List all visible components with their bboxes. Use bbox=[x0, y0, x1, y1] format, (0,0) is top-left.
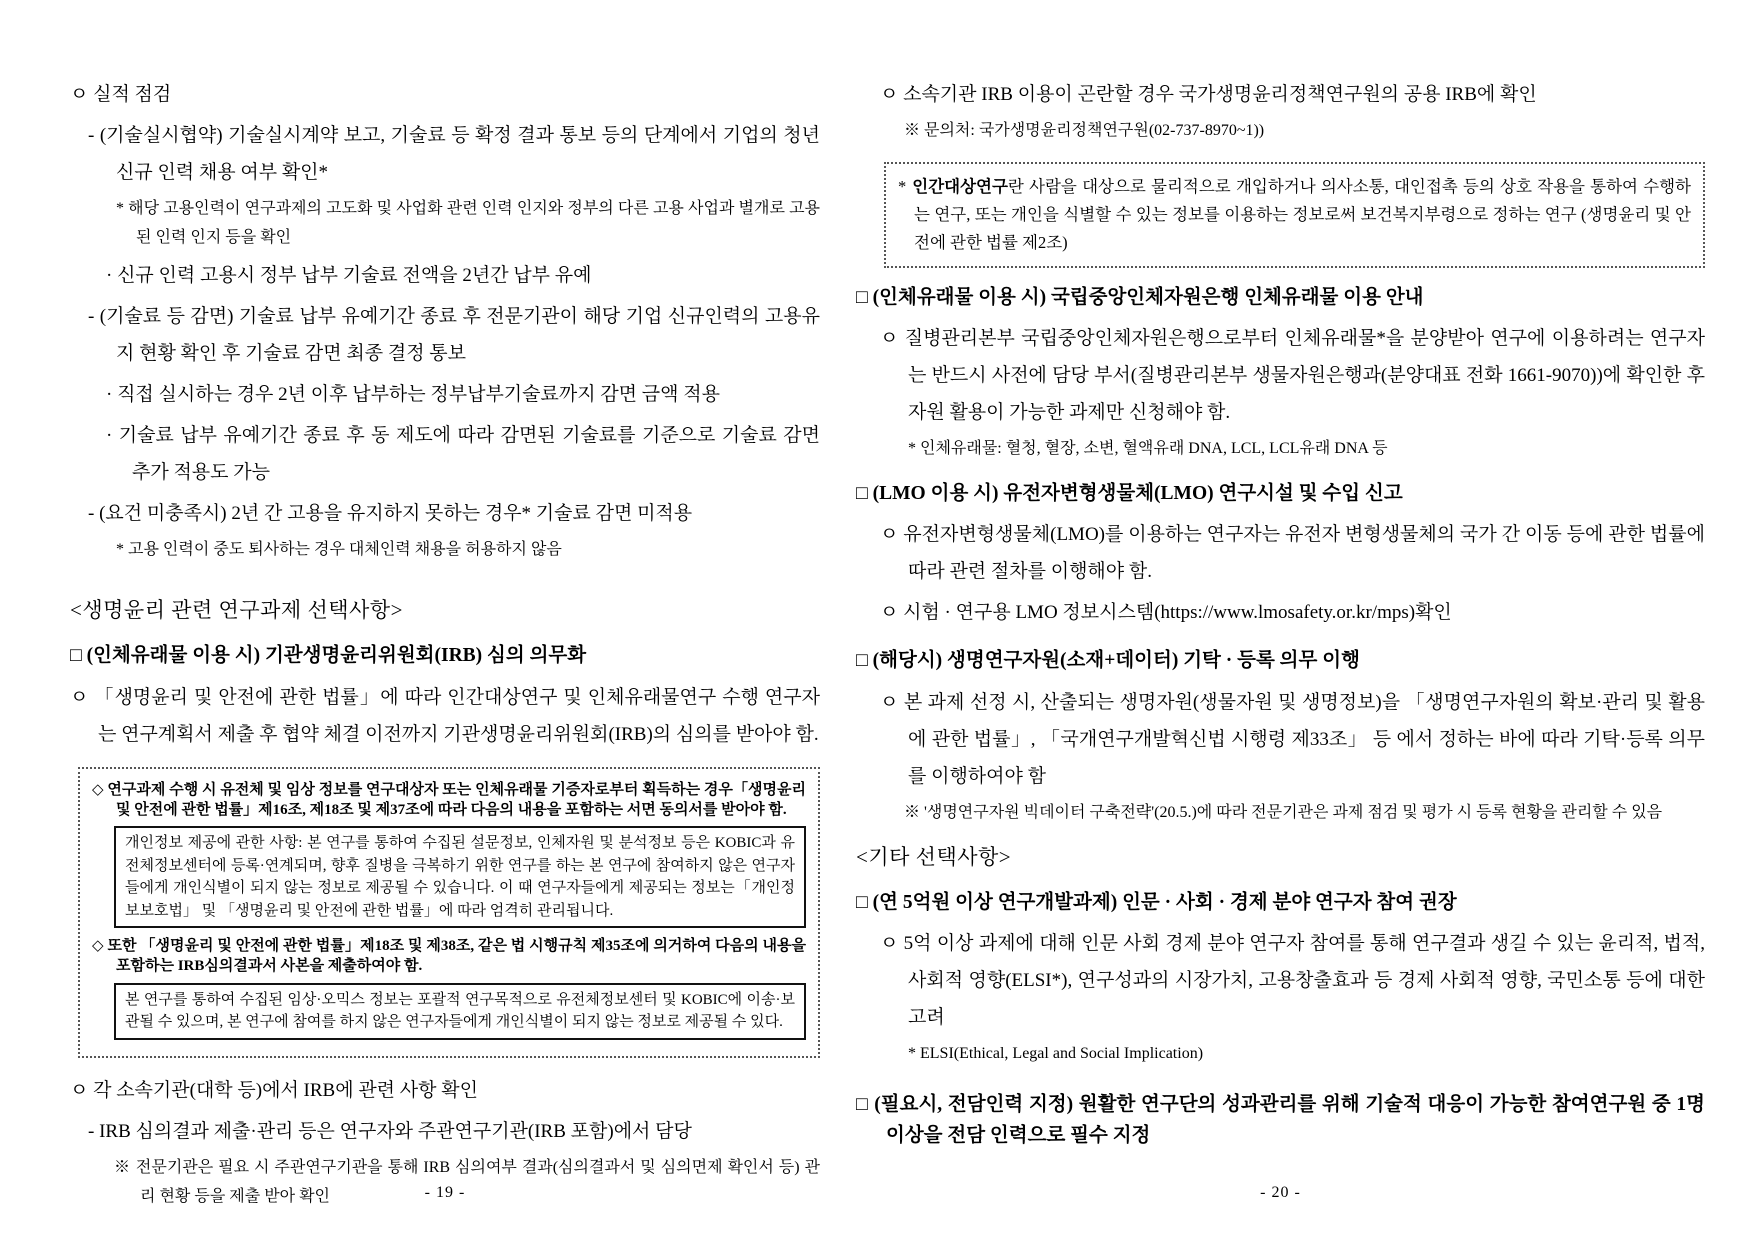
human-subject-research-definition: 란 사람을 대상으로 물리적으로 개입하거나 의사소통, 대인접촉 등의 상호 작용을 통하여 수행하는 연구, 또는 개인을 식별할 수 있는 정보를 이용하는 정보로써 보건복지부령으로 정하는 연구 (생명윤리 및 안전에 관한 법률 제2조) bbox=[914, 176, 1691, 252]
human-subject-research-note-box bbox=[884, 162, 1705, 268]
footnote-marker: * bbox=[898, 176, 907, 196]
page-number-19: - 19 - bbox=[424, 1184, 466, 1201]
irb-responsibility-footnote: ※ 전문기관은 필요 시 주관연구기관을 통해 IRB 심의여부 결과(심의결과서 및 심의면제 확인서 등) 관리 현황 등을 제출 받아 확인 bbox=[114, 1158, 820, 1205]
biobank-footnote: * 인체유래물: 혈청, 혈장, 소변, 혈액유래 DNA, LCL, LCL유래 DNA 등 bbox=[908, 440, 1388, 458]
etc-section-heading: <기타 선택사항> bbox=[856, 844, 1012, 869]
performance-check-title: ㅇ 실적 점검 bbox=[70, 84, 172, 105]
biobank-intro: ㅇ 질병관리본부 국립중앙인체자원은행으로부터 인체유래물*을 분양받아 연구에 이용하려는 연구자는 반드시 사전에 담당 부서(질병관리본부 생물자원은행과(분양대표 전화 1661-9070))에 확인한 후 자원 활용이 가능한 과제만 신청해야 함. bbox=[880, 328, 1705, 424]
fee-reduction-item: - (기술료 등 감면) 기술료 납부 유예기간 종료 후 전문기관이 해당 기업 신규인력의 고용유지 현황 확인 후 기술료 감면 최종 결정 통보 bbox=[88, 305, 820, 364]
page-20 bbox=[856, 72, 1705, 1216]
bio-resource-title: □ (해당시) 생명연구자원(소재+데이터) 기탁 · 등록 의무 이행 bbox=[856, 650, 1360, 672]
irb-consent-box bbox=[78, 767, 820, 1058]
irb-review-title: □ (인체유래물 이용 시) 기관생명윤리위원회(IRB) 심의 의무화 bbox=[70, 645, 587, 667]
humanities-intro: ㅇ 5억 이상 과제에 대해 인문 사회 경제 분야 연구자 참여를 통해 연구결과 생길 수 있는 윤리적, 법적, 사회적 영향(ELSI*), 연구성과의 시장가치, 고용창출효과 등 경제 사회적 영향, 국민소통 등에 대한 고려 bbox=[880, 933, 1705, 1029]
tech-contract-item: - (기술실시협약) 기술실시계약 보고, 기술료 등 확정 결과 통보 등의 단계에서 기업의 청년 신규 인력 채용 여부 확인* bbox=[88, 125, 820, 184]
consent-statement-box-2 bbox=[114, 983, 806, 1040]
bioethics-section-heading: <생명윤리 관련 연구과제 선택사항> bbox=[70, 597, 403, 622]
consent-statement-1: 개인정보 제공에 관한 사항: 본 연구를 통하여 수집된 설문정보, 인체자원 및 분석정보 등은 KOBIC과 유전체정보센터에 등록·연계되며, 향후 질병을 극복하기 위한 연구를 하는 본 연구에 참여하지 않은 연구자들에게 개인식별이 되지 않는 정보로 제공될 수 있습니다. 이 때 연구자들에게 제공되는 정보는「개인정보보호법」 및 「생명윤리 및 안전에 관한 법률」에 따라 엄격히 관리됩니다. bbox=[125, 835, 795, 919]
biobank-title: □ (인체유래물 이용 시) 국립중앙인체자원은행 인체유래물 이용 안내 bbox=[856, 286, 1424, 308]
page-number-20: - 20 - bbox=[1260, 1184, 1301, 1201]
contact-footnote: ※ 문의처: 국가생명윤리정책연구원(02-737-8970~1)) bbox=[904, 122, 1265, 140]
bio-resource-intro: ㅇ 본 과제 선정 시, 산출되는 생명자원(생물자원 및 생명정보)을 「생명연구자원의 확보·관리 및 활용에 관한 법률」, 「국개연구개발혁신법 시행령 제33조」 등 에서 정하는 바에 따라 기탁·등록 의무를 이행하여야 함 bbox=[880, 691, 1705, 787]
consent-clause-1: ◇ 연구과제 수행 시 유전체 및 임상 정보를 연구대상자 또는 인체유래물 기증자로부터 획득하는 경우「생명윤리 및 안전에 관한 법률」제16조, 제18조 및 제37조에 따라 다음의 내용을 포함하는 서면 동의서를 받아야 함. bbox=[92, 781, 806, 818]
consent-clause-2: ◇ 또한 「생명윤리 및 안전에 관한 법률」제18조 및 제38조, 같은 법 시행규칙 제35조에 의거하여 다음의 내용을 포함하는 IRB심의결과서 사본을 제출하여야 함. bbox=[92, 938, 806, 975]
page-19 bbox=[70, 72, 820, 1216]
tech-contract-footnote: * 해당 고용인력이 연구과제의 고도화 및 사업화 관련 인력 인지와 정부의 다른 고용 사업과 별개로 고용된 인력 인지 등을 확인 bbox=[116, 200, 820, 246]
direct-case-item: · 직접 실시하는 경우 2년 이후 납부하는 정부납부기술료까지 감면 금액 적용 bbox=[106, 383, 720, 405]
irb-responsibility-item: - IRB 심의결과 제출·관리 등은 연구자와 주관연구기관(IRB 포함)에서 담당 bbox=[88, 1120, 692, 1142]
bio-resource-footnote: ※ '생명연구자원 빅데이터 구축전략'(20.5.)에 따라 전문기관은 과제 점검 및 평가 시 등록 현황을 관리할 수 있음 bbox=[904, 803, 1663, 821]
unmet-requirement-item: - (요건 미충족시) 2년 간 고용을 유지하지 못하는 경우* 기술료 감면 미적용 bbox=[88, 503, 693, 525]
consent-statement-box-1 bbox=[114, 826, 806, 928]
extra-reduction-item: · 기술료 납부 유예기간 종료 후 동 제도에 따라 감면된 기술료를 기준으로 기술료 감면 추가 적용도 가능 bbox=[106, 424, 820, 483]
irb-review-intro: ㅇ 「생명윤리 및 안전에 관한 법률」에 따라 인간대상연구 및 인체유래물연구 수행 연구자는 연구계획서 제출 후 협약 체결 이전까지 기관생명윤리위원회(IRB)의 심의를 받아야 함. bbox=[70, 686, 820, 745]
human-subject-research-term: 인간대상연구 bbox=[912, 176, 1008, 196]
human-subject-research-note bbox=[898, 173, 1691, 257]
lmo-system-item: ㅇ 시험 · 연구용 LMO 정보시스템(https://www.lmosafety.or.kr/mps)확인 bbox=[880, 602, 1452, 624]
org-irb-check-item: ㅇ 각 소속기관(대학 등)에서 IRB에 관련 사항 확인 bbox=[70, 1079, 478, 1101]
unmet-requirement-footnote: * 고용 인력이 중도 퇴사하는 경우 대체인력 채용을 허용하지 않음 bbox=[116, 541, 562, 559]
humanities-title: □ (연 5억원 이상 연구개발과제) 인문 · 사회 · 경제 분야 연구자 참여 권장 bbox=[856, 892, 1457, 914]
consent-statement-2: 본 연구를 통하여 수집된 임상·오믹스 정보는 포괄적 연구목적으로 유전체정보센터 및 KOBIC에 이송·보관될 수 있으며, 본 연구에 참여를 하지 않은 연구자들에게 개인식별이 되지 않는 정보로 제공될 수 있다. bbox=[125, 991, 795, 1031]
dedicated-staff-title: □ (필요시, 전담인력 지정) 원활한 연구단의 성과관리를 위해 기술적 대응이 가능한 참여연구원 중 1명 이상을 전담 인력으로 필수 지정 bbox=[856, 1094, 1705, 1147]
public-irb-item: ㅇ 소속기관 IRB 이용이 곤란할 경우 국가생명윤리정책연구원의 공용 IRB에 확인 bbox=[880, 84, 1537, 105]
lmo-title: □ (LMO 이용 시) 유전자변형생물체(LMO) 연구시설 및 수입 신고 bbox=[856, 483, 1403, 505]
lmo-intro: ㅇ 유전자변형생물체(LMO)를 이용하는 연구자는 유전자 변형생물체의 국가 간 이동 등에 관한 법률에 따라 관련 절차를 이행해야 함. bbox=[880, 524, 1705, 583]
elsi-footnote: * ELSI(Ethical, Legal and Social Implication) bbox=[908, 1045, 1204, 1063]
hire-deferral-item: · 신규 인력 고용시 정부 납부 기술료 전액을 2년간 납부 유예 bbox=[106, 264, 592, 286]
